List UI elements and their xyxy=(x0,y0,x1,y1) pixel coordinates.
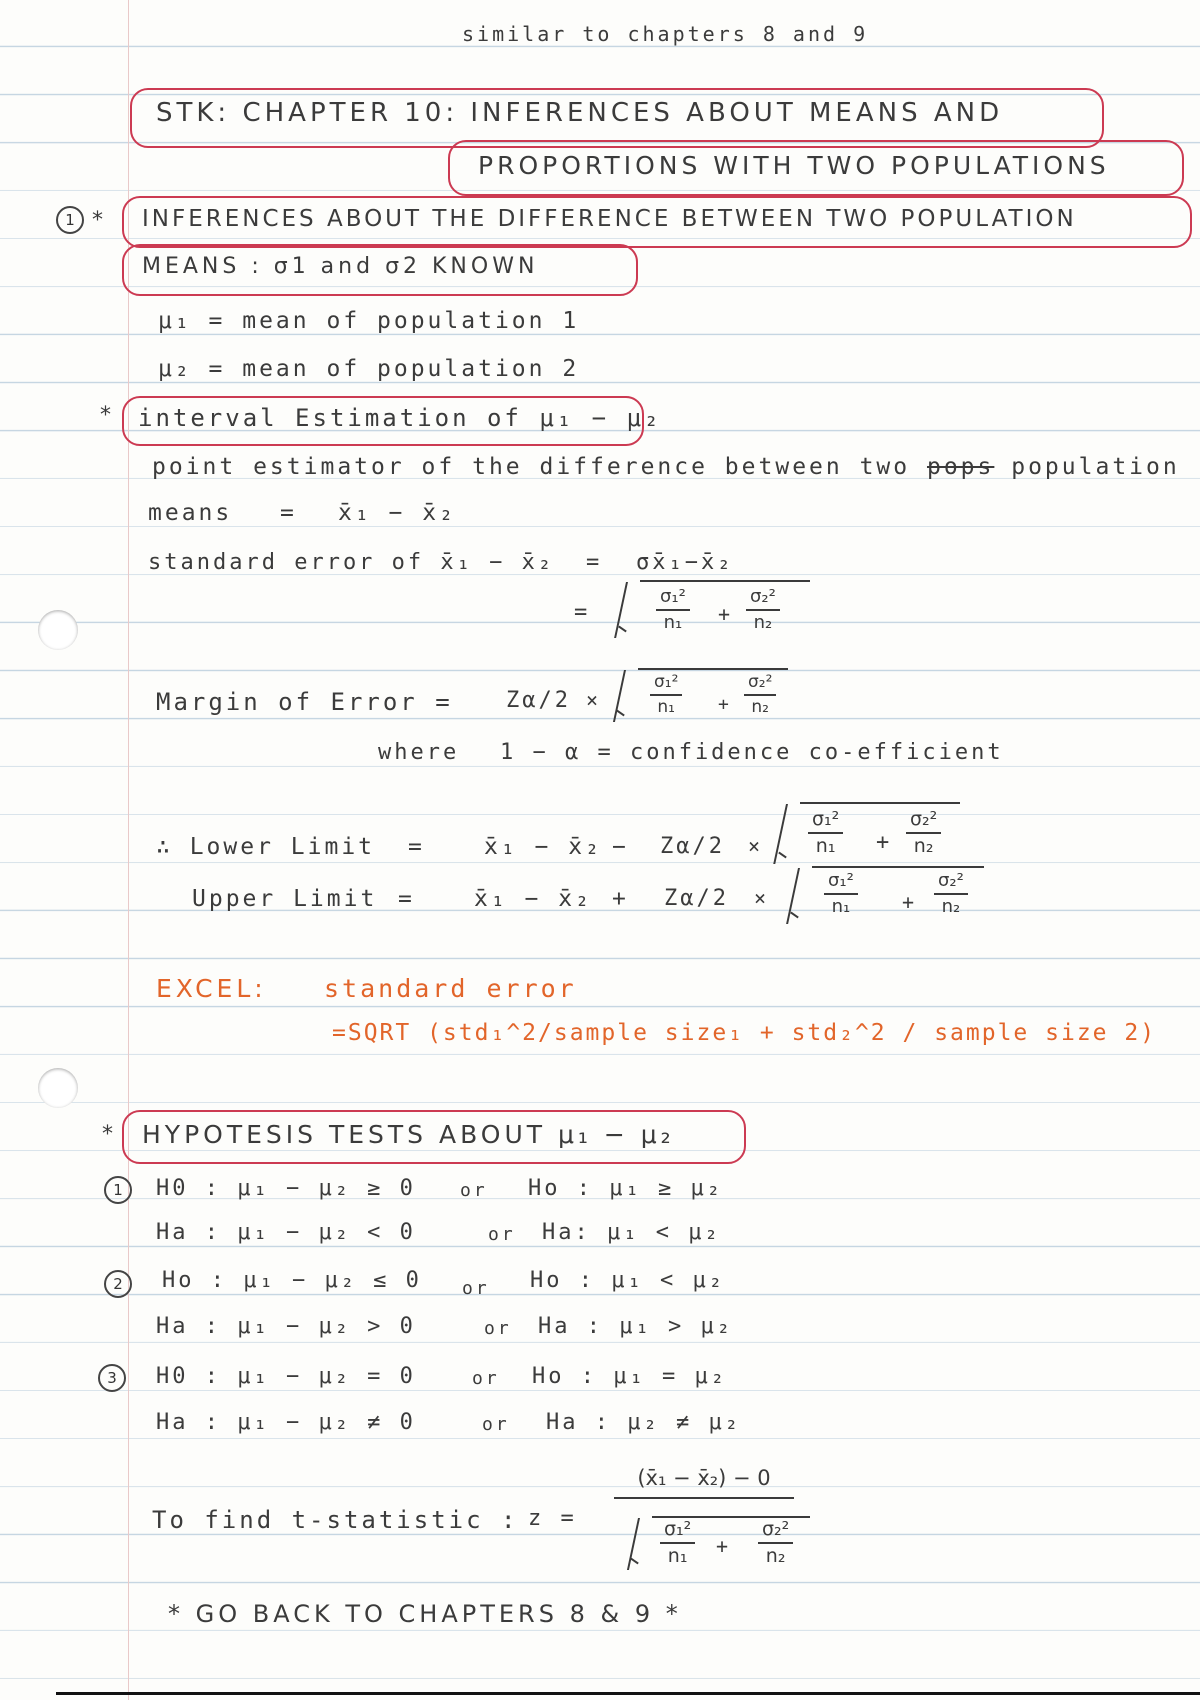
or-label: or xyxy=(462,1278,490,1299)
z-alpha: Zα/2 xyxy=(664,886,729,911)
where-label: where xyxy=(378,740,460,765)
margin-of-error-label: Margin of Error = xyxy=(156,688,453,716)
binder-hole xyxy=(38,610,78,650)
section1-heading-line2: MEANS : σ1 and σ2 KNOWN xyxy=(142,254,539,279)
hypothesis-heading: HYPOTESIS TESTS ABOUT μ₁ − μ₂ xyxy=(142,1120,675,1149)
ha-statement: Ha : μ₁ − μ₂ < 0 xyxy=(156,1220,416,1245)
mu2-definition: μ₂ = mean of population 2 xyxy=(158,356,580,382)
plus-sign: + xyxy=(718,694,732,715)
title-note: similar to chapters 8 and 9 xyxy=(462,22,869,46)
means-label: means xyxy=(148,500,233,526)
fraction: σ₂² n₂ xyxy=(934,872,968,916)
standard-error-label: standard error of x̄₁ − x̄₂ xyxy=(148,550,555,575)
fraction: σ₁² n₁ xyxy=(656,588,690,632)
limit-eq: = xyxy=(408,834,425,860)
star-mark: * xyxy=(102,1122,117,1147)
h0-statement: H0 : μ₁ − μ₂ ≥ 0 xyxy=(156,1176,416,1201)
z-alpha: Zα/2 xyxy=(506,688,571,713)
section-number: 1 xyxy=(56,206,84,234)
h0-alt-statement: Ho : μ₁ < μ₂ xyxy=(530,1268,725,1293)
z-equals: z = xyxy=(528,1506,577,1531)
lower-limit-label: ∴ Lower Limit xyxy=(156,834,376,860)
point-estimator-text: point estimator of the difference between two pops population xyxy=(152,454,1180,480)
star-mark: * xyxy=(92,208,107,233)
plus-sign: + xyxy=(716,1534,732,1558)
interval-heading: interval Estimation of μ₁ − μ₂ xyxy=(138,404,662,432)
footer-note: * GO BACK TO CHAPTERS 8 & 9 * xyxy=(168,1600,682,1628)
mu1-definition: μ₁ = mean of population 1 xyxy=(158,308,580,334)
upper-limit-label: Upper Limit xyxy=(192,886,378,912)
ha-alt-statement: Ha: μ₁ < μ₂ xyxy=(542,1220,721,1245)
excel-label: EXCEL: xyxy=(156,974,267,1003)
h0-alt-statement: Ho : μ₁ ≥ μ₂ xyxy=(528,1176,723,1201)
se-eq-2: = xyxy=(574,600,591,625)
times-sign: × xyxy=(748,834,764,858)
minus-sign: − xyxy=(612,834,629,860)
or-label: or xyxy=(482,1414,510,1435)
se-symbol: σx̄₁−x̄₂ xyxy=(636,550,734,575)
case-number: 1 xyxy=(104,1176,132,1204)
h0-statement: H0 : μ₁ − μ₂ = 0 xyxy=(156,1364,416,1389)
times-sign: × xyxy=(586,688,602,712)
or-label: or xyxy=(472,1368,500,1389)
fraction: σ₂² n₂ xyxy=(758,1520,793,1566)
means-eq: = xyxy=(280,500,297,526)
fraction: σ₂² n₂ xyxy=(744,674,776,716)
or-label: or xyxy=(484,1318,512,1339)
section1-heading-line1: INFERENCES ABOUT THE DIFFERENCE BETWEEN TWO POPULATION xyxy=(142,206,1077,232)
or-label: or xyxy=(460,1180,488,1201)
means-expression: x̄₁ − x̄₂ xyxy=(338,500,456,526)
fraction: σ₂² n₂ xyxy=(746,588,780,632)
se-eq: = xyxy=(586,550,603,575)
excel-formula: =SQRT (std₁^2/sample size₁ + std₂^2 / sample size 2) xyxy=(332,1020,1157,1046)
plus-sign: + xyxy=(902,890,918,914)
h0-statement: Ho : μ₁ − μ₂ ≤ 0 xyxy=(162,1268,422,1293)
page-title-line1: STK: CHAPTER 10: INFERENCES ABOUT MEANS AND xyxy=(156,98,1004,128)
xbar-difference: x̄₁ − x̄₂ xyxy=(474,886,592,912)
case-number: 3 xyxy=(98,1364,126,1392)
fraction: σ₁² n₁ xyxy=(824,872,858,916)
plus-sign: + xyxy=(718,602,734,626)
t-statistic-label: To find t-statistic : xyxy=(152,1506,519,1534)
excel-title: standard error xyxy=(324,974,577,1003)
bottom-rule xyxy=(56,1692,1200,1695)
ha-alt-statement: Ha : μ₂ ≠ μ₂ xyxy=(546,1410,741,1435)
fraction: σ₁² n₁ xyxy=(808,810,843,856)
plus-sign: + xyxy=(612,886,629,912)
plus-sign: + xyxy=(876,830,893,855)
xbar-difference: x̄₁ − x̄₂ xyxy=(484,834,602,860)
z-alpha: Zα/2 xyxy=(660,834,725,859)
page-title-line2: PROPORTIONS WITH TWO POPULATIONS xyxy=(478,151,1110,180)
limit-eq: = xyxy=(398,886,415,912)
ha-alt-statement: Ha : μ₁ > μ₂ xyxy=(538,1314,733,1339)
times-sign: × xyxy=(754,886,770,910)
confidence-coefficient: 1 − α = confidence co-efficient xyxy=(500,740,1004,765)
ha-statement: Ha : μ₁ − μ₂ ≠ 0 xyxy=(156,1410,416,1435)
fraction: σ₁² n₁ xyxy=(660,1520,695,1566)
case-number: 2 xyxy=(104,1270,132,1298)
ha-statement: Ha : μ₁ − μ₂ > 0 xyxy=(156,1314,416,1339)
fraction: σ₁² n₁ xyxy=(650,674,682,716)
binder-hole xyxy=(38,1068,78,1108)
z-formula: (x̄₁ − x̄₂) − 0 xyxy=(614,1468,794,1499)
h0-alt-statement: Ho : μ₁ = μ₂ xyxy=(532,1364,727,1389)
or-label: or xyxy=(488,1224,516,1245)
star-mark: * xyxy=(100,403,115,428)
fraction: σ₂² n₂ xyxy=(906,810,941,856)
